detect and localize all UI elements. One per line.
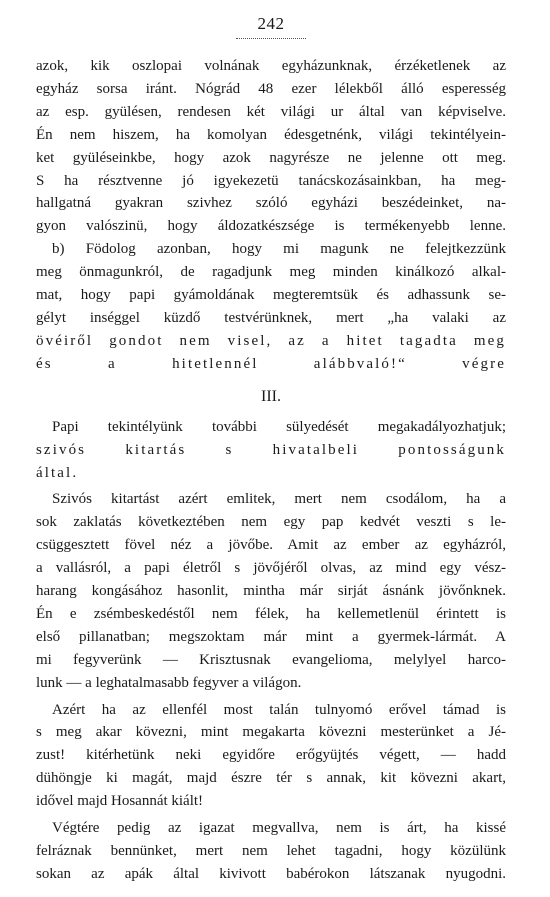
text-line: ket gyüléseinkbe, hogy azok nagyrésze ne jelenne ott meg. [36, 149, 506, 166]
text-line: zust! kitérhetünk neki egyidőre erőgyüjtés végett, — hadd [36, 747, 506, 764]
header-divider [236, 38, 306, 39]
text-line: felráznak bennünket, mert nem lehet tagadni, hogy közülünk [36, 843, 506, 859]
text-line: azok, kik oszlopai volnának egyházunknak, érzéketlenek az [36, 58, 506, 74]
paragraph-3 [36, 416, 506, 485]
text-line: sokan az apák által kivivott babérokon látszanak nyugodni. [36, 865, 506, 882]
paragraph-2 [36, 238, 506, 375]
paragraph-1 [36, 55, 506, 238]
paragraph-5 [36, 699, 506, 814]
text-line: a vallásról, a papi életről s jövőjéről olvas, az mind egy vész- [36, 560, 506, 577]
text-line: harang kongásához hasonlit, mintha már sirját ásnánk jövőnknek. [36, 583, 506, 600]
text-line: S ha résztvenne jó igyekezetü tanácskozásainkban, ha meg- [36, 172, 506, 189]
text-line: hallgatná gyakran szivhez szóló egyházi beszédeinket, na- [36, 195, 506, 212]
text-line: gélyt inséggel küzdő testvérünknek, mert „ha valaki az [36, 309, 506, 326]
text-line: szivós kitartás s hivatalbeli pontosságunk [36, 441, 506, 458]
page-number: 242 [257, 14, 285, 33]
text-line: b) Födolog azonban, hogy mi magunk ne felejtkezzünk [52, 241, 506, 258]
text-line: csüggesztett fövel néz a jövőbe. Amit az ember az egyházról, [36, 537, 506, 554]
text-line: sok zaklatás következtében nem egy pap kedvét veszti s le- [36, 514, 506, 531]
section-heading: III. [261, 387, 281, 405]
text-line: Én nem hiszem, ha komolyan édesgetnénk, világi tekintélyein- [36, 126, 506, 143]
text-line: dühöngje ki magát, majd észre tér s annak, kit kövezni akart, [36, 770, 506, 787]
text-line: által. [36, 464, 79, 481]
text-line: idővel majd Hosannát kiált! [36, 793, 204, 810]
text-line: mat, hogy papi gyámoldának megteremtsük és adhassunk se- [36, 287, 506, 304]
text-line: első pillanatban; megszoktam már mint a gyermek-lármát. A [36, 628, 506, 645]
text-line: egyház sorsa iránt. Nógrád 48 ezer lélekből álló esperesség [36, 80, 506, 97]
text-line: meg önmagunkról, de ragadjunk meg minden kinálkozó alkal- [36, 264, 506, 281]
text-line: Szivós kitartást azért emlitek, mert nem csodálom, ha a [52, 491, 506, 508]
text-line: gyon valószinü, hogy áldozatkészsége is termékenyebb lenne. [36, 218, 506, 235]
text-line: mi fegyverünk — Krisztusnak evangelioma, melylyel harco- [36, 651, 506, 668]
text-line: Azért ha az ellenfél most talán tulnyomó erővel támad is [52, 701, 506, 718]
paragraph-6 [36, 817, 506, 886]
text-line: lunk — a leghatalmasabb fegyver a világon. [36, 674, 302, 691]
document-page [36, 14, 506, 886]
text-line: az esp. gyülésen, rendesen két világi ur által van képviselve. [36, 103, 506, 120]
text-line: s meg akar kövezni, mint megakarta kövezni mesterünket a Jé- [36, 724, 506, 741]
text-line: és a hitetlennél alábbvaló!“ végre [36, 355, 506, 372]
paragraph-4 [36, 488, 506, 694]
text-line: Papi tekintélyünk további sülyedését megakadályozhatjuk; [52, 418, 506, 435]
text-line: övéiről gondot nem visel, az a hitet tagadta meg [36, 332, 506, 349]
text-line: Végtére pedig az igazat megvallva, nem is árt, ha kissé [52, 820, 506, 837]
text-line: Én e zsémbeskedéstől nem félek, ha kellemetlenül érintett is [36, 605, 506, 622]
